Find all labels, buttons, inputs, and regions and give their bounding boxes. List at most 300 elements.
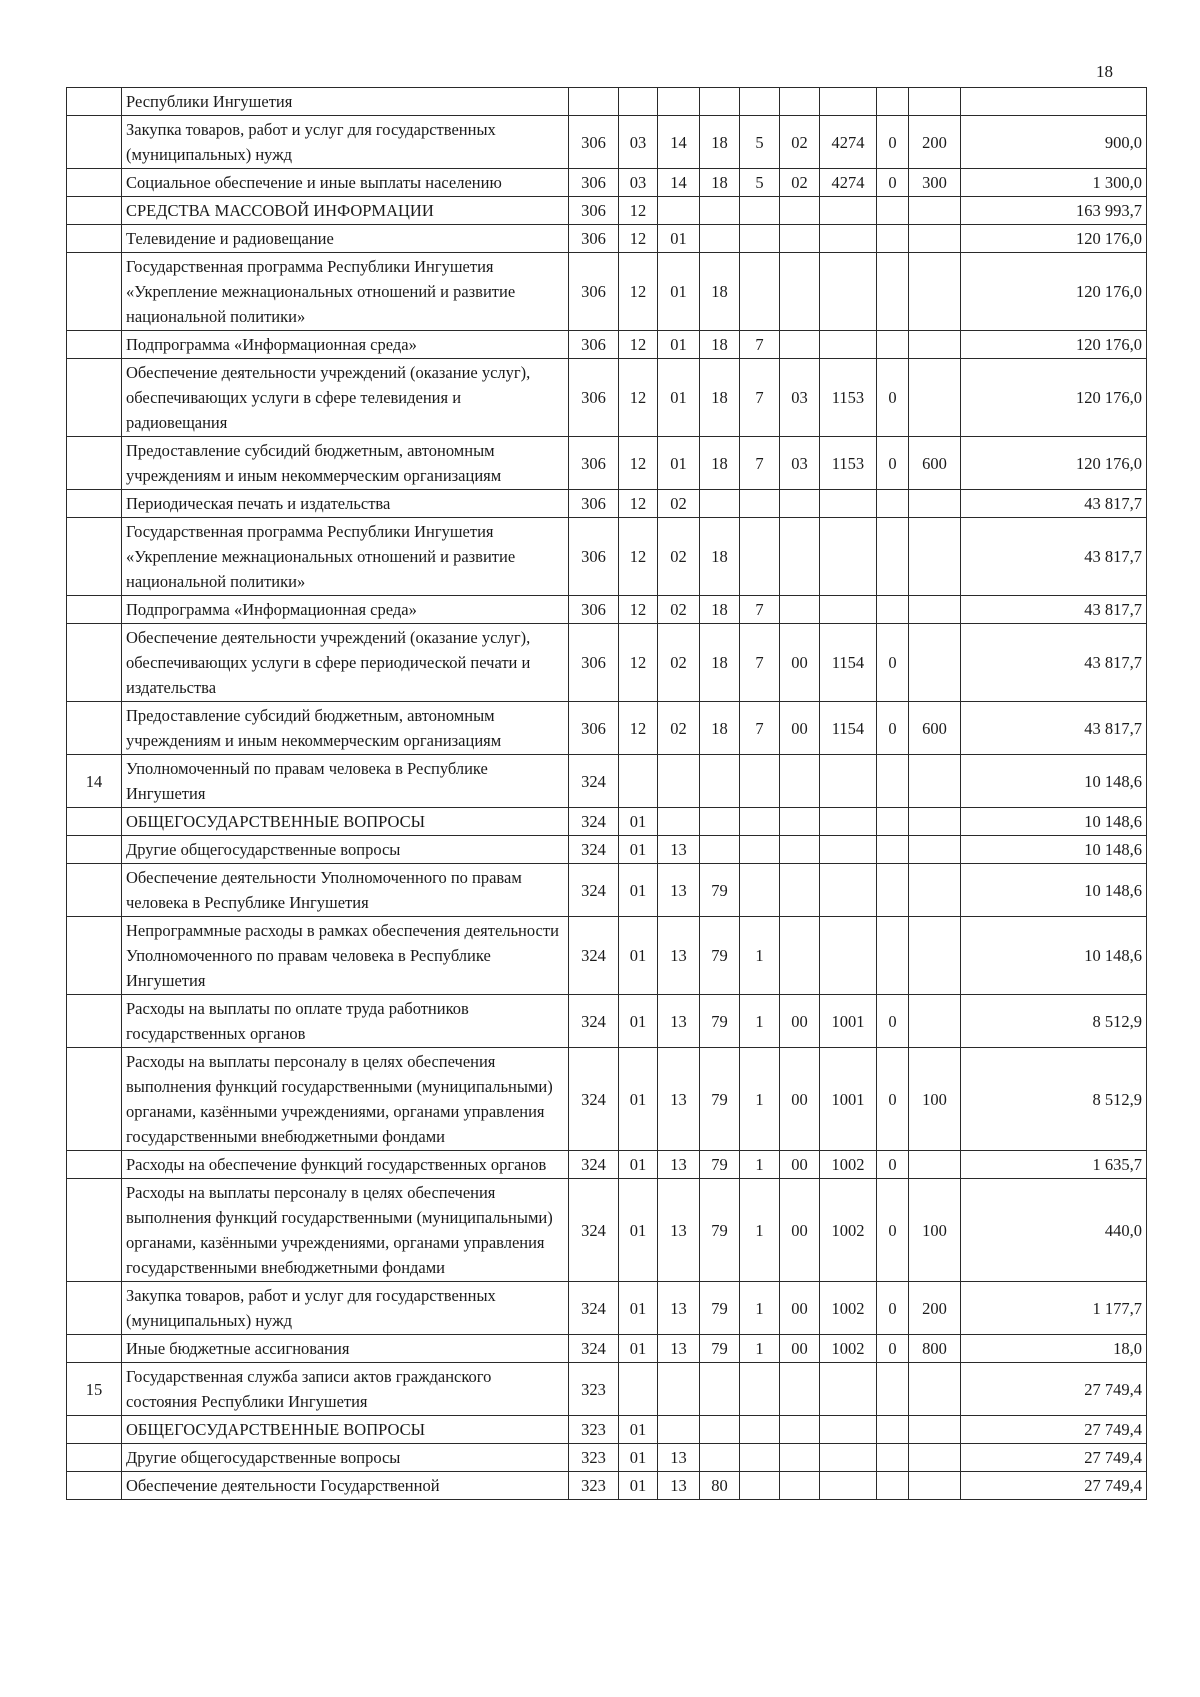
code-program <box>700 1363 740 1416</box>
row-number <box>67 596 122 624</box>
code-section: 12 <box>619 225 658 253</box>
code-expense-type <box>909 836 961 864</box>
code-subsection <box>658 808 700 836</box>
row-name: Обеспечение деятельности учреждений (оказание услуг), обеспечивающих услуги в сфере телевидения и радиовещания <box>122 359 569 437</box>
code-subsection: 02 <box>658 596 700 624</box>
code-program: 80 <box>700 1472 740 1500</box>
row-number <box>67 437 122 490</box>
code-program <box>700 836 740 864</box>
table-row <box>67 88 1147 116</box>
row-name: Государственная служба записи актов гражданского состояния Республики Ингушетия <box>122 1363 569 1416</box>
row-number <box>67 197 122 225</box>
table-row <box>67 1151 1147 1179</box>
code-subprogram: 5 <box>740 116 780 169</box>
code-expense-type <box>909 1444 961 1472</box>
code-administrator <box>569 88 619 116</box>
code-subsection: 13 <box>658 864 700 917</box>
code-main-event <box>780 836 820 864</box>
row-amount: 10 148,6 <box>961 755 1147 808</box>
row-amount: 27 749,4 <box>961 1472 1147 1500</box>
row-amount: 43 817,7 <box>961 518 1147 596</box>
code-direction: 1001 <box>820 1048 877 1151</box>
row-number <box>67 995 122 1048</box>
code-main-event <box>780 596 820 624</box>
code-program: 18 <box>700 331 740 359</box>
code-program <box>700 88 740 116</box>
code-subsection <box>658 197 700 225</box>
table-row <box>67 1472 1147 1500</box>
row-number <box>67 1472 122 1500</box>
code-subprogram: 7 <box>740 624 780 702</box>
code-extra <box>877 1444 909 1472</box>
code-administrator: 306 <box>569 359 619 437</box>
code-section: 01 <box>619 1472 658 1500</box>
code-extra <box>877 518 909 596</box>
table-row <box>67 197 1147 225</box>
code-extra: 0 <box>877 116 909 169</box>
code-program: 18 <box>700 169 740 197</box>
code-main-event <box>780 88 820 116</box>
code-section: 01 <box>619 1335 658 1363</box>
code-main-event <box>780 1444 820 1472</box>
code-subprogram <box>740 88 780 116</box>
code-subsection: 02 <box>658 702 700 755</box>
code-subprogram <box>740 225 780 253</box>
code-administrator: 323 <box>569 1444 619 1472</box>
table-row <box>67 253 1147 331</box>
row-number <box>67 1151 122 1179</box>
row-number <box>67 1282 122 1335</box>
table-row <box>67 490 1147 518</box>
code-subsection: 01 <box>658 437 700 490</box>
table-row <box>67 518 1147 596</box>
code-main-event: 00 <box>780 1151 820 1179</box>
code-program <box>700 490 740 518</box>
code-expense-type <box>909 1363 961 1416</box>
code-administrator: 306 <box>569 225 619 253</box>
code-subprogram <box>740 808 780 836</box>
row-name: Иные бюджетные ассигнования <box>122 1335 569 1363</box>
code-extra: 0 <box>877 1179 909 1282</box>
code-subsection <box>658 1363 700 1416</box>
code-section <box>619 755 658 808</box>
code-administrator: 306 <box>569 490 619 518</box>
code-main-event <box>780 197 820 225</box>
row-amount: 120 176,0 <box>961 331 1147 359</box>
code-expense-type: 100 <box>909 1179 961 1282</box>
code-main-event: 02 <box>780 169 820 197</box>
code-section: 01 <box>619 917 658 995</box>
code-subprogram: 7 <box>740 331 780 359</box>
code-direction <box>820 225 877 253</box>
code-subsection: 01 <box>658 359 700 437</box>
row-name: Закупка товаров, работ и услуг для государственных (муниципальных) нужд <box>122 116 569 169</box>
code-extra <box>877 836 909 864</box>
code-expense-type: 600 <box>909 437 961 490</box>
code-main-event: 03 <box>780 359 820 437</box>
code-subprogram <box>740 836 780 864</box>
table-row <box>67 1282 1147 1335</box>
row-name: Социальное обеспечение и иные выплаты населению <box>122 169 569 197</box>
code-section: 12 <box>619 624 658 702</box>
code-extra <box>877 490 909 518</box>
code-section: 01 <box>619 1416 658 1444</box>
code-expense-type <box>909 755 961 808</box>
row-name: Периодическая печать и издательства <box>122 490 569 518</box>
code-direction <box>820 755 877 808</box>
code-subsection <box>658 88 700 116</box>
code-administrator: 324 <box>569 1048 619 1151</box>
code-subprogram <box>740 1444 780 1472</box>
code-subsection: 13 <box>658 1282 700 1335</box>
code-section <box>619 1363 658 1416</box>
code-program <box>700 808 740 836</box>
code-administrator: 324 <box>569 917 619 995</box>
table-row <box>67 596 1147 624</box>
code-administrator: 324 <box>569 1282 619 1335</box>
code-direction: 1153 <box>820 359 877 437</box>
row-amount: 10 148,6 <box>961 836 1147 864</box>
code-subsection: 01 <box>658 225 700 253</box>
code-expense-type <box>909 88 961 116</box>
code-subsection: 01 <box>658 253 700 331</box>
table-row <box>67 624 1147 702</box>
code-subprogram <box>740 1472 780 1500</box>
code-administrator: 323 <box>569 1416 619 1444</box>
code-expense-type: 300 <box>909 169 961 197</box>
code-subprogram: 1 <box>740 1179 780 1282</box>
code-subprogram: 1 <box>740 1335 780 1363</box>
table-row <box>67 808 1147 836</box>
row-name: Обеспечение деятельности учреждений (оказание услуг), обеспечивающих услуги в сфере периодической печати и издательства <box>122 624 569 702</box>
code-section: 03 <box>619 169 658 197</box>
code-administrator: 306 <box>569 116 619 169</box>
row-amount: 120 176,0 <box>961 359 1147 437</box>
table-row <box>67 755 1147 808</box>
row-amount: 43 817,7 <box>961 596 1147 624</box>
code-section: 12 <box>619 702 658 755</box>
row-name: Расходы на выплаты персоналу в целях обеспечения выполнения функций государственными (муниципальными) органами, казёнными учреждениями, органами управления государственными внебюджетными фондами <box>122 1048 569 1151</box>
code-subsection: 13 <box>658 1472 700 1500</box>
code-administrator: 324 <box>569 755 619 808</box>
table-row <box>67 116 1147 169</box>
code-main-event <box>780 253 820 331</box>
code-main-event <box>780 518 820 596</box>
code-administrator: 306 <box>569 596 619 624</box>
code-section: 12 <box>619 331 658 359</box>
code-subprogram <box>740 518 780 596</box>
code-main-event <box>780 1416 820 1444</box>
code-extra <box>877 88 909 116</box>
code-main-event <box>780 1472 820 1500</box>
row-amount: 120 176,0 <box>961 253 1147 331</box>
code-direction <box>820 253 877 331</box>
code-extra <box>877 197 909 225</box>
row-amount: 1 635,7 <box>961 1151 1147 1179</box>
code-section: 01 <box>619 1151 658 1179</box>
code-expense-type <box>909 624 961 702</box>
row-name: Республики Ингушетия <box>122 88 569 116</box>
code-extra: 0 <box>877 702 909 755</box>
code-program: 79 <box>700 917 740 995</box>
code-administrator: 324 <box>569 836 619 864</box>
row-name: СРЕДСТВА МАССОВОЙ ИНФОРМАЦИИ <box>122 197 569 225</box>
code-direction: 4274 <box>820 169 877 197</box>
code-section: 01 <box>619 1282 658 1335</box>
code-administrator: 306 <box>569 437 619 490</box>
code-administrator: 306 <box>569 197 619 225</box>
code-subsection: 13 <box>658 1335 700 1363</box>
code-subprogram <box>740 197 780 225</box>
code-administrator: 324 <box>569 864 619 917</box>
row-number <box>67 702 122 755</box>
code-subprogram <box>740 253 780 331</box>
row-number <box>67 518 122 596</box>
code-subprogram <box>740 1363 780 1416</box>
row-name: Расходы на выплаты по оплате труда работников государственных органов <box>122 995 569 1048</box>
code-section: 01 <box>619 1048 658 1151</box>
code-extra <box>877 596 909 624</box>
code-administrator: 306 <box>569 331 619 359</box>
code-subsection: 13 <box>658 995 700 1048</box>
code-administrator: 306 <box>569 518 619 596</box>
code-program: 79 <box>700 1179 740 1282</box>
code-expense-type <box>909 1151 961 1179</box>
code-direction: 1002 <box>820 1335 877 1363</box>
row-name: Непрограммные расходы в рамках обеспечения деятельности Уполномоченного по правам человека в Республике Ингушетия <box>122 917 569 995</box>
row-amount: 43 817,7 <box>961 624 1147 702</box>
code-program: 18 <box>700 116 740 169</box>
code-subsection: 13 <box>658 836 700 864</box>
code-extra: 0 <box>877 359 909 437</box>
code-administrator: 306 <box>569 624 619 702</box>
row-amount: 8 512,9 <box>961 1048 1147 1151</box>
code-main-event: 03 <box>780 437 820 490</box>
code-administrator: 324 <box>569 1151 619 1179</box>
code-expense-type <box>909 253 961 331</box>
table-row <box>67 1363 1147 1416</box>
table-row <box>67 331 1147 359</box>
row-number <box>67 808 122 836</box>
code-subprogram <box>740 1416 780 1444</box>
code-administrator: 324 <box>569 995 619 1048</box>
code-expense-type <box>909 359 961 437</box>
code-section: 01 <box>619 1179 658 1282</box>
code-subprogram: 7 <box>740 359 780 437</box>
code-section: 12 <box>619 253 658 331</box>
code-subprogram: 1 <box>740 1048 780 1151</box>
code-direction <box>820 864 877 917</box>
table-row <box>67 1335 1147 1363</box>
row-number <box>67 1048 122 1151</box>
row-amount: 163 993,7 <box>961 197 1147 225</box>
code-subsection: 13 <box>658 1179 700 1282</box>
code-extra <box>877 917 909 995</box>
code-program <box>700 1416 740 1444</box>
row-number <box>67 359 122 437</box>
code-direction: 1002 <box>820 1282 877 1335</box>
code-direction: 1154 <box>820 624 877 702</box>
code-subsection: 13 <box>658 1048 700 1151</box>
code-section: 01 <box>619 808 658 836</box>
row-number: 14 <box>67 755 122 808</box>
code-subsection <box>658 755 700 808</box>
code-extra: 0 <box>877 995 909 1048</box>
row-number <box>67 1335 122 1363</box>
code-direction: 1153 <box>820 437 877 490</box>
code-expense-type <box>909 864 961 917</box>
code-subsection: 14 <box>658 169 700 197</box>
code-extra <box>877 1472 909 1500</box>
row-number <box>67 1179 122 1282</box>
code-main-event <box>780 1363 820 1416</box>
code-section: 01 <box>619 836 658 864</box>
row-amount: 43 817,7 <box>961 490 1147 518</box>
code-main-event: 00 <box>780 1179 820 1282</box>
code-expense-type: 200 <box>909 116 961 169</box>
row-amount: 27 749,4 <box>961 1363 1147 1416</box>
code-administrator: 323 <box>569 1363 619 1416</box>
row-amount: 8 512,9 <box>961 995 1147 1048</box>
row-name: ОБЩЕГОСУДАРСТВЕННЫЕ ВОПРОСЫ <box>122 1416 569 1444</box>
code-expense-type <box>909 197 961 225</box>
code-direction <box>820 331 877 359</box>
code-expense-type <box>909 518 961 596</box>
row-number <box>67 331 122 359</box>
row-name: Подпрограмма «Информационная среда» <box>122 331 569 359</box>
code-subprogram: 1 <box>740 917 780 995</box>
row-amount: 1 177,7 <box>961 1282 1147 1335</box>
row-amount <box>961 88 1147 116</box>
code-subsection: 02 <box>658 490 700 518</box>
code-expense-type: 600 <box>909 702 961 755</box>
row-name: Закупка товаров, работ и услуг для государственных (муниципальных) нужд <box>122 1282 569 1335</box>
row-number <box>67 624 122 702</box>
code-direction: 1001 <box>820 995 877 1048</box>
code-subsection <box>658 1416 700 1444</box>
code-administrator: 306 <box>569 169 619 197</box>
code-administrator: 306 <box>569 702 619 755</box>
code-extra <box>877 253 909 331</box>
code-program: 79 <box>700 864 740 917</box>
code-extra: 0 <box>877 1282 909 1335</box>
budget-table <box>66 87 1147 1500</box>
code-direction: 1154 <box>820 702 877 755</box>
code-direction <box>820 836 877 864</box>
code-main-event <box>780 331 820 359</box>
budget-table-body <box>67 88 1147 1500</box>
row-number <box>67 253 122 331</box>
row-number <box>67 864 122 917</box>
code-section: 12 <box>619 490 658 518</box>
table-row <box>67 917 1147 995</box>
code-section: 12 <box>619 437 658 490</box>
code-program <box>700 1444 740 1472</box>
code-direction <box>820 197 877 225</box>
row-number <box>67 1444 122 1472</box>
code-section: 01 <box>619 1444 658 1472</box>
code-subprogram: 1 <box>740 1151 780 1179</box>
row-amount: 10 148,6 <box>961 808 1147 836</box>
row-number <box>67 169 122 197</box>
table-row <box>67 225 1147 253</box>
row-name: Предоставление субсидий бюджетным, автономным учреждениям и иным некоммерческим организациям <box>122 437 569 490</box>
code-program: 79 <box>700 1282 740 1335</box>
row-amount: 120 176,0 <box>961 437 1147 490</box>
code-program <box>700 755 740 808</box>
code-extra: 0 <box>877 1151 909 1179</box>
code-section: 01 <box>619 995 658 1048</box>
code-direction <box>820 1472 877 1500</box>
code-expense-type: 800 <box>909 1335 961 1363</box>
code-subsection: 02 <box>658 624 700 702</box>
table-row <box>67 1179 1147 1282</box>
code-main-event <box>780 225 820 253</box>
code-subsection: 14 <box>658 116 700 169</box>
code-main-event <box>780 864 820 917</box>
code-subsection: 02 <box>658 518 700 596</box>
table-row <box>67 1416 1147 1444</box>
code-extra: 0 <box>877 437 909 490</box>
code-program: 18 <box>700 624 740 702</box>
row-name: Телевидение и радиовещание <box>122 225 569 253</box>
code-program: 79 <box>700 1335 740 1363</box>
code-program: 79 <box>700 1151 740 1179</box>
code-direction <box>820 518 877 596</box>
code-section: 01 <box>619 864 658 917</box>
code-subprogram <box>740 864 780 917</box>
code-section: 12 <box>619 518 658 596</box>
code-expense-type <box>909 490 961 518</box>
code-section: 12 <box>619 596 658 624</box>
code-expense-type <box>909 225 961 253</box>
row-name: Другие общегосударственные вопросы <box>122 1444 569 1472</box>
table-row <box>67 836 1147 864</box>
code-expense-type <box>909 917 961 995</box>
code-expense-type <box>909 1472 961 1500</box>
code-section: 12 <box>619 359 658 437</box>
code-expense-type: 200 <box>909 1282 961 1335</box>
code-administrator: 306 <box>569 253 619 331</box>
table-row <box>67 995 1147 1048</box>
code-extra: 0 <box>877 624 909 702</box>
row-name: Подпрограмма «Информационная среда» <box>122 596 569 624</box>
code-program: 18 <box>700 253 740 331</box>
page-number: 18 <box>1096 62 1113 81</box>
table-row <box>67 359 1147 437</box>
code-direction <box>820 490 877 518</box>
table-row <box>67 864 1147 917</box>
row-number <box>67 836 122 864</box>
code-subprogram: 7 <box>740 596 780 624</box>
table-row <box>67 1048 1147 1151</box>
code-direction: 1002 <box>820 1179 877 1282</box>
code-extra <box>877 1416 909 1444</box>
code-extra <box>877 331 909 359</box>
code-administrator: 324 <box>569 1335 619 1363</box>
code-program: 18 <box>700 596 740 624</box>
code-subprogram: 5 <box>740 169 780 197</box>
code-expense-type <box>909 995 961 1048</box>
code-program: 79 <box>700 1048 740 1151</box>
row-name: Государственная программа Республики Ингушетия «Укрепление межнациональных отношений и развитие национальной политики» <box>122 253 569 331</box>
row-number <box>67 88 122 116</box>
code-extra <box>877 755 909 808</box>
code-program: 18 <box>700 437 740 490</box>
code-subprogram: 1 <box>740 995 780 1048</box>
code-main-event: 02 <box>780 116 820 169</box>
code-expense-type <box>909 596 961 624</box>
